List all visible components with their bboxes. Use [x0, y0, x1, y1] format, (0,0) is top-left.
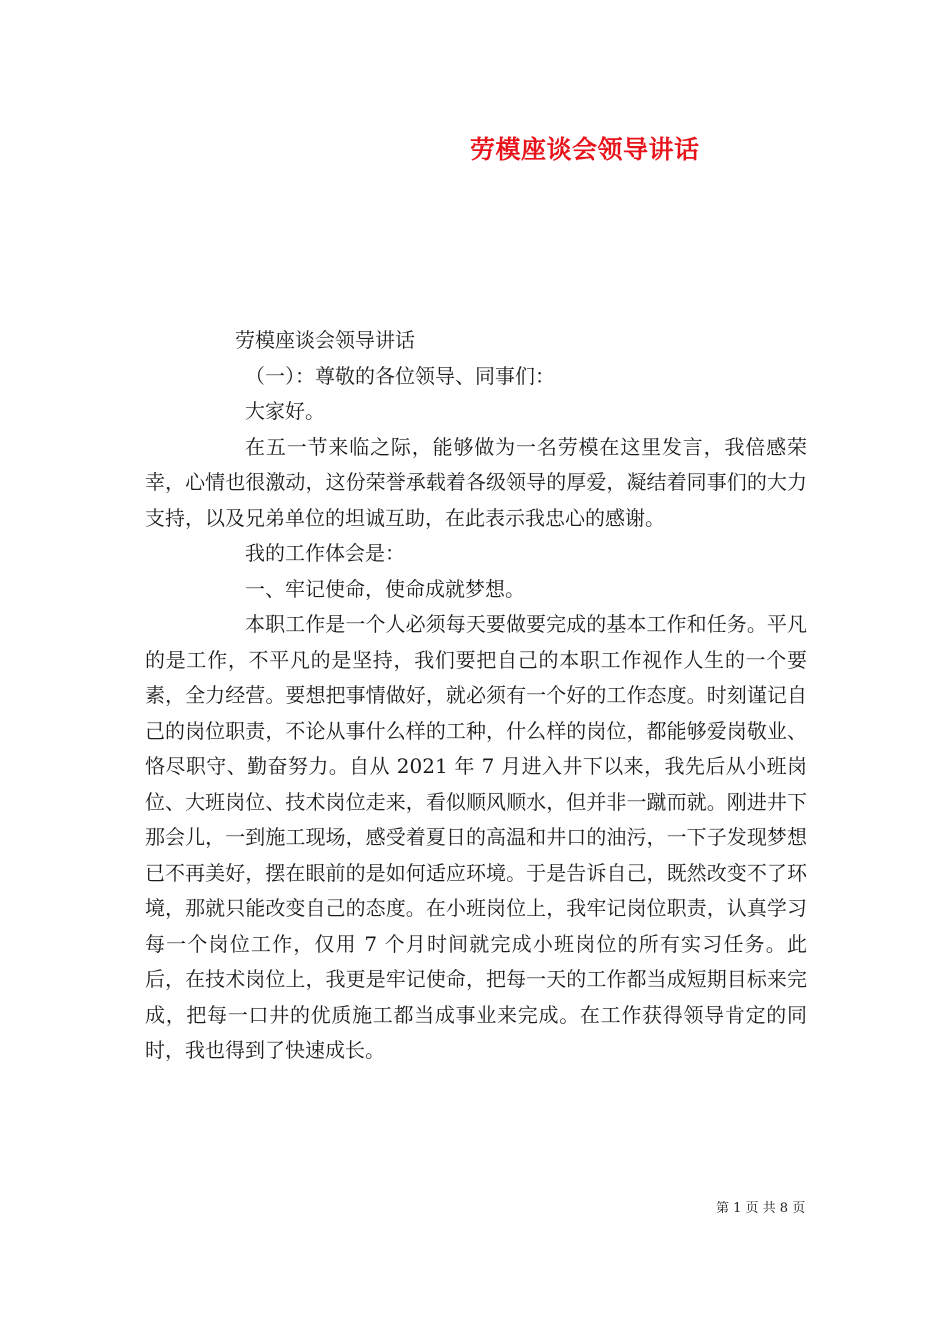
section-one-paragraph: 本职工作是一个人必须每天要做要完成的基本工作和任务。平凡的是工作，不平凡的是坚持，我们要把自己的本职工作视作人生的一个要素，全力经营。要想把事情做好，就必须有一个好的工作态度。时刻谨记自己的岗位职责，不论从事什么样的工种，什么样的岗位，都能够爱岗敬业、恪尽职守、勤奋努力。自从 2021 年 7 月进入井下以来，我先后从小班岗位、大班岗位、技术岗位走来，看似顺风顺水，但并非一蹴而就。刚进井下那会儿，一到施工现场，感受着夏日的高温和井口的油污，一下子发现梦想已不再美好，摆在眼前的是如何适应环境。于是告诉自己，既然改变不了环境，那就只能改变自己的态度。在小班岗位上，我牢记岗位职责，认真学习每一个岗位工作，仅用 7 个月时间就完成小班岗位的所有实习任务。此后，在技术岗位上，我更是牢记使命，把每一天的工作都当成短期目标来完成，把每一口井的优质施工都当成事业来完成。在工作获得领导肯定的同时，我也得到了快速成长。 — [145, 612, 807, 1062]
section-heading-one: 一、牢记使命，使命成就梦想。 — [245, 576, 525, 601]
document-body — [145, 323, 807, 1069]
page-indicator: 第 1 页 共 8 页 — [716, 1201, 806, 1216]
page-footer — [0, 1200, 950, 1218]
experience-lead-paragraph: 我的工作体会是： — [245, 541, 405, 565]
body-heading: 劳模座谈会领导讲话 — [235, 328, 415, 352]
salutation-paragraph: （一）：尊敬的各位领导、同事们： — [245, 363, 555, 388]
greeting-paragraph: 大家好。 — [245, 399, 325, 423]
intro-paragraph: 在五一节来临之际，能够做为一名劳模在这里发言，我倍感荣幸，心情也很激动，这份荣誉承载着各级领导的厚爱，凝结着同事们的大力支持，以及兄弟单位的坦诚互助，在此表示我忠心的感谢。 — [145, 434, 807, 530]
document-title: 劳模座谈会领导讲话 — [470, 135, 700, 164]
